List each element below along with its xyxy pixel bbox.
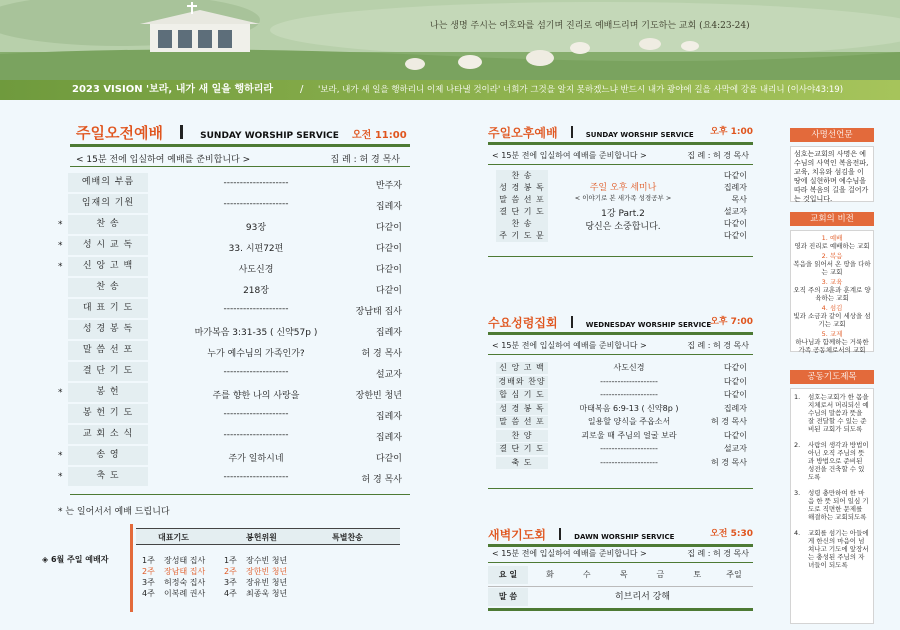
order-content: 218장 <box>243 286 269 296</box>
afternoon-title: 주일오후예배 <box>488 126 558 140</box>
day-cell: 목 <box>619 570 628 579</box>
order-leader: 설교자 <box>375 370 402 380</box>
bulletin-body <box>0 100 900 630</box>
order-label: 경배와 찬양 <box>496 376 548 388</box>
order-row <box>0 446 900 467</box>
offering-member: 장한빈 청년 <box>246 567 288 576</box>
dawn-service-section <box>488 524 753 614</box>
morning-header <box>76 122 407 143</box>
order-leader: 설교자 <box>723 444 747 453</box>
servers-table <box>136 528 400 608</box>
order-content: -------------------- <box>223 409 289 419</box>
order-label: 대 표 기 도 <box>68 299 148 318</box>
order-leader: 집례자 <box>375 328 402 338</box>
order-content: -------------------- <box>223 367 289 377</box>
order-content: -------------------- <box>223 472 289 482</box>
word-label: 말 씀 <box>488 588 528 606</box>
order-label: 찬 송 <box>68 215 148 234</box>
morning-presider: 집 례 : 허 경 목사 <box>330 155 400 165</box>
mission-text: 섬호는교회의 사명은 예수님의 사역인 복음전파, 교육, 치유와 섬김을 이 땅에 실현하며 예수님을 따라 복음의 길을 걸어가는 것입니다. <box>794 150 869 203</box>
order-label: 예배의 부름 <box>68 173 148 192</box>
servers-row <box>142 566 392 577</box>
day-label: 요 일 <box>488 566 528 584</box>
church-landscape-image <box>0 0 900 80</box>
order-leader: 장한빈 청년 <box>355 391 402 401</box>
dawn-days-row <box>488 566 753 584</box>
divider <box>488 142 753 145</box>
divider <box>70 494 410 495</box>
vision-box <box>790 230 874 352</box>
day-cell: 주일 <box>726 570 742 579</box>
servers-header-row <box>136 529 400 545</box>
order-leader: 다같이 <box>723 363 747 372</box>
lesson-subtitle: 당신은 소중합니다. <box>585 222 661 232</box>
afternoon-title-en: SUNDAY WORSHIP SERVICE <box>585 131 694 139</box>
order-label: 교 회 소 식 <box>68 425 148 444</box>
prayer-text: 성령 충만하여 한 마음 한 뜻 되어 일심 기도로 직면한 문제를 해결하는 교회되도록 <box>808 489 869 521</box>
order-content: 마태복음 6:9-13 ( 신약8p ) <box>579 403 679 413</box>
divider <box>488 586 753 587</box>
divider <box>70 144 410 147</box>
order-leader: 반주자 <box>375 181 402 191</box>
day-cell: 토 <box>693 570 702 579</box>
order-leader: 집례자 <box>375 202 402 212</box>
title-divider <box>559 528 561 540</box>
afternoon-order-leader: 다같이 <box>723 219 747 228</box>
vision-item-head: 3. 교육 <box>821 278 843 286</box>
order-label: 신 앙 고 백 <box>496 362 548 374</box>
afternoon-presider: 집 례 : 허 경 목사 <box>687 151 749 160</box>
vision-item-text: 하나님과 함께하는 거룩한 가족 공동체로서의 교회 <box>795 338 869 354</box>
order-label: 봉 헌 기 도 <box>68 404 148 423</box>
week: 1주 <box>142 556 155 565</box>
seminar-subtitle: < 이야기로 본 새가족 성경공부 > <box>574 194 672 202</box>
order-row <box>0 278 900 299</box>
order-content: 사도신경 <box>238 265 274 275</box>
vision-item-text: 복음을 읽어서 온 땅을 다하는 교회 <box>793 260 871 276</box>
week: 2주 <box>142 567 155 576</box>
banner-verse: 나는 생명 주시는 여호와를 섬기며 진리로 예배드리며 기도하는 교회 (요4:23-24) <box>430 21 750 31</box>
wednesday-order-row <box>496 430 747 442</box>
dawn-days <box>532 566 753 584</box>
vision-title: 2023 VISION '보라, 내가 새 일을 행하리라 <box>72 84 274 95</box>
prayer-leader: 허정숙 집사 <box>164 578 206 587</box>
vision-item-text: 오직 주의 교훈과 훈계로 양육하는 교회 <box>793 286 871 302</box>
order-label: 찬 양 <box>496 430 548 442</box>
divider <box>488 488 753 489</box>
order-leader: 다같이 <box>723 390 747 399</box>
vision-bar <box>0 80 900 100</box>
servers-row <box>142 577 392 588</box>
prayer-leader: 장성태 집사 <box>164 556 206 565</box>
divider <box>488 544 753 547</box>
prayer-number: 4. <box>794 529 801 537</box>
dawn-notice: < 15분 전에 입실하여 예배를 준비합니다 > <box>492 549 647 558</box>
afternoon-seminar <box>558 180 688 232</box>
wednesday-service-section <box>488 312 753 502</box>
order-content: 괴로울 때 주님의 얼굴 보라 <box>581 430 677 440</box>
wednesday-order-row <box>496 389 747 401</box>
dawn-title: 새벽기도회 <box>488 528 546 542</box>
vision-item-text: 영과 진리로 예배하는 교회 <box>794 242 870 250</box>
order-row <box>0 299 900 320</box>
title-divider <box>180 125 183 139</box>
wednesday-order-row <box>496 457 747 469</box>
divider <box>70 166 410 167</box>
order-label: 결 단 기 도 <box>496 443 548 455</box>
order-label: 신 앙 고 백 <box>68 257 148 276</box>
header-prayer: 대표기도 <box>158 533 189 542</box>
servers-row <box>142 555 392 566</box>
wednesday-order-row <box>496 376 747 388</box>
order-leader: 집례자 <box>375 412 402 422</box>
morning-notice: < 15분 전에 입실하여 예배를 준비합니다 > <box>76 155 251 165</box>
vision-item-head: 5. 교제 <box>821 330 843 338</box>
day-cell: 화 <box>546 570 554 579</box>
afternoon-order-leader: 다같이 <box>723 171 747 180</box>
morning-order-list <box>0 173 900 493</box>
standing-marker: * <box>58 472 63 482</box>
prayer-text: 사람의 생각과 방법이 아닌 오직 주님의 뜻과 방법으로 준비된 성전을 건축할 수 있도록 <box>808 441 869 481</box>
side-column <box>790 128 874 628</box>
order-label: 성 시 교 독 <box>68 236 148 255</box>
order-leader: 다같이 <box>723 430 747 440</box>
dawn-word: 히브리서 강해 <box>614 592 671 602</box>
mission-title: 사명선언문 <box>790 128 874 142</box>
order-leader: 허 경 목사 <box>711 457 747 467</box>
afternoon-labels <box>496 170 548 242</box>
afternoon-order-label: 찬 송 <box>496 218 548 230</box>
title-divider <box>571 126 573 138</box>
afternoon-service-section <box>488 122 753 262</box>
standing-marker: * <box>58 262 63 272</box>
prayer-item <box>794 441 870 481</box>
morning-title: 주일오전예배 <box>76 124 163 142</box>
week: 3주 <box>224 578 237 587</box>
order-row <box>0 173 900 194</box>
order-label: 찬 송 <box>68 278 148 297</box>
header-special-song: 특별찬송 <box>332 533 363 542</box>
order-content: 주를 향한 나의 사랑을 <box>212 391 300 401</box>
order-row <box>0 320 900 341</box>
week: 3주 <box>142 578 155 587</box>
order-content: 주가 일하시네 <box>228 454 284 464</box>
week: 1주 <box>224 556 237 565</box>
week: 4주 <box>224 589 237 598</box>
order-row <box>0 404 900 425</box>
divider <box>488 562 753 563</box>
orange-accent <box>130 524 133 612</box>
prayer-number: 3. <box>794 489 801 497</box>
offering-member: 최종욱 청년 <box>246 589 288 598</box>
afternoon-order-leader: 설교자 <box>723 207 747 216</box>
order-leader: 다같이 <box>375 454 402 464</box>
dawn-title-en: DAWN WORSHIP SERVICE <box>574 533 675 541</box>
wednesday-time: 오후 7:00 <box>710 317 753 327</box>
order-row <box>0 194 900 215</box>
afternoon-order-label: 결 단 기 도 <box>496 206 548 218</box>
day-cell: 금 <box>656 570 665 579</box>
morning-service-section <box>0 100 440 500</box>
order-label: 축 도 <box>68 467 148 486</box>
afternoon-leaders <box>687 170 747 242</box>
wednesday-order-list <box>496 362 747 482</box>
order-label: 성 경 봉 독 <box>496 403 548 415</box>
divider <box>488 332 753 335</box>
order-leader: 집례자 <box>375 433 402 443</box>
vision-item-text: 빛과 소금과 같이 세상을 섬기는 교회 <box>793 312 871 328</box>
week: 4주 <box>142 589 155 598</box>
order-label: 송 영 <box>68 446 148 465</box>
order-label: 합 심 기 도 <box>496 389 548 401</box>
seminar-title: 주일 오후 세미나 <box>589 183 657 193</box>
lesson-title: 1강 Part.2 <box>601 209 645 219</box>
prayer-box <box>790 388 874 624</box>
order-row <box>0 467 900 488</box>
order-label: 임재의 기원 <box>68 194 148 213</box>
order-content: 일용할 양식을 주옵소서 <box>587 417 671 426</box>
vision-separator: / <box>300 84 304 95</box>
order-leader: 다같이 <box>375 244 402 254</box>
order-content: -------------------- <box>223 304 289 314</box>
prayer-number: 2. <box>794 441 801 449</box>
header-offering: 봉헌위원 <box>246 533 277 542</box>
order-content: 사도신경 <box>613 363 645 372</box>
prayer-item <box>794 529 870 569</box>
divider <box>488 354 753 355</box>
order-row <box>0 215 900 236</box>
wednesday-title-en: WEDNESDAY WORSHIP SERVICE <box>585 321 712 329</box>
dawn-time: 오전 5:30 <box>710 529 753 539</box>
order-content: -------------------- <box>223 178 289 188</box>
dawn-word-row <box>488 588 753 606</box>
divider <box>488 164 753 165</box>
order-row <box>0 383 900 404</box>
order-content: -------------------- <box>600 376 658 386</box>
divider <box>488 256 753 257</box>
day-cell: 수 <box>582 570 591 579</box>
prayer-title: 공동기도제목 <box>790 370 874 384</box>
afternoon-order-label: 말 씀 선 포 <box>496 194 548 206</box>
order-label: 봉 헌 <box>68 383 148 402</box>
order-content: 33. 시편72편 <box>228 244 284 254</box>
order-content: -------------------- <box>223 199 289 209</box>
order-content: 93장 <box>245 223 267 233</box>
order-content: -------------------- <box>600 444 658 453</box>
afternoon-order-leader: 다같이 <box>723 231 747 240</box>
order-label: 말 씀 선 포 <box>68 341 148 360</box>
vision-item-head: 1. 예배 <box>821 234 843 242</box>
wednesday-order-row <box>496 362 747 374</box>
standing-note: * 는 일어서서 예배 드립니다 <box>58 507 170 517</box>
dawn-header <box>488 524 753 543</box>
order-row <box>0 341 900 362</box>
servers-label: ◈ 6월 주일 예배자 <box>42 555 109 564</box>
morning-time: 오전 11:00 <box>352 130 407 141</box>
standing-marker: * <box>58 451 63 461</box>
order-leader: 다같이 <box>375 223 402 233</box>
order-row <box>0 362 900 383</box>
order-leader: 허 경 목사 <box>711 417 747 426</box>
vision-item-head: 4. 섬김 <box>821 304 843 312</box>
order-content: 마가복음 3:31-35 ( 신약57p ) <box>194 328 318 338</box>
order-content: -------------------- <box>600 457 658 467</box>
order-row <box>0 257 900 278</box>
afternoon-order-label: 찬 송 <box>496 170 548 182</box>
wednesday-presider: 집 례 : 허 경 목사 <box>687 341 749 350</box>
mission-box <box>790 146 874 202</box>
vision-verse: '보라, 내가 새 일을 행하리니 이제 나타낼 것이라' 너희가 그것을 알지 못하겠느냐 반드시 내가 광야에 길을 사막에 강을 내리니 (이사야43:19) <box>318 85 844 95</box>
order-content: -------------------- <box>600 390 658 399</box>
order-label: 축 도 <box>496 457 548 469</box>
standing-marker: * <box>58 388 63 398</box>
order-row <box>0 425 900 446</box>
vision-item-head: 2. 복음 <box>821 252 843 260</box>
prayer-leader: 장남태 집사 <box>164 567 206 576</box>
afternoon-header <box>488 122 753 141</box>
prayer-text: 교회를 섬기는 아들에게 한신의 마음이 넘쳐나고 기도에 앞장서는 충성된 주님의 자녀들이 되도록 <box>808 529 869 569</box>
afternoon-order-label: 성 경 봉 독 <box>496 182 548 194</box>
wednesday-title: 수요성령집회 <box>488 316 558 330</box>
morning-title-en: SUNDAY WORSHIP SERVICE <box>200 131 339 141</box>
order-content: -------------------- <box>223 430 289 440</box>
dawn-presider: 집 례 : 허 경 목사 <box>687 549 749 558</box>
wednesday-order-row <box>496 416 747 428</box>
order-leader: 다같이 <box>375 265 402 275</box>
order-leader: 집례자 <box>723 403 747 413</box>
standing-marker: * <box>58 241 63 251</box>
wednesday-order-row <box>496 403 747 415</box>
divider <box>488 608 753 611</box>
order-content: 누가 예수님의 가족인가? <box>207 349 305 359</box>
offering-member: 장유빈 청년 <box>246 578 288 587</box>
prayer-leader: 이복례 권사 <box>164 589 206 598</box>
standing-marker: * <box>58 220 63 230</box>
order-row <box>0 236 900 257</box>
afternoon-notice: < 15분 전에 입실하여 예배를 준비합니다 > <box>492 151 647 160</box>
prayer-number: 1. <box>794 393 801 401</box>
order-leader: 허 경 목사 <box>361 475 402 485</box>
afternoon-time: 오후 1:00 <box>710 127 753 137</box>
offering-member: 장수빈 청년 <box>246 556 288 565</box>
order-leader: 다같이 <box>723 376 747 386</box>
title-divider <box>571 316 573 328</box>
order-label: 말 씀 선 포 <box>496 416 548 428</box>
order-label: 결 단 기 도 <box>68 362 148 381</box>
afternoon-order-leader: 집례자 <box>723 183 747 192</box>
wednesday-header <box>488 312 753 331</box>
prayer-text: 섬호는교회가 한 몸을 지체로서 머리되신 예수님의 말씀과 뜻을 잘 전달할 수 있는 준비된 교회가 되도록 <box>808 393 869 433</box>
prayer-item <box>794 489 870 521</box>
order-leader: 다같이 <box>375 286 402 296</box>
afternoon-order-label: 주 기 도 문 <box>496 230 548 242</box>
wednesday-order-row <box>496 443 747 455</box>
order-leader: 장남태 집사 <box>355 307 402 317</box>
afternoon-order-leader: 목사 <box>731 195 747 204</box>
week: 2주 <box>224 567 237 576</box>
header-banner <box>0 0 900 80</box>
servers-row <box>142 588 392 599</box>
order-label: 성 경 봉 독 <box>68 320 148 339</box>
order-leader: 허 경 목사 <box>361 349 402 359</box>
prayer-item <box>794 393 870 433</box>
vision-title: 교회의 비전 <box>790 212 874 226</box>
wednesday-notice: < 15분 전에 입실하여 예배를 준비합니다 > <box>492 341 647 350</box>
